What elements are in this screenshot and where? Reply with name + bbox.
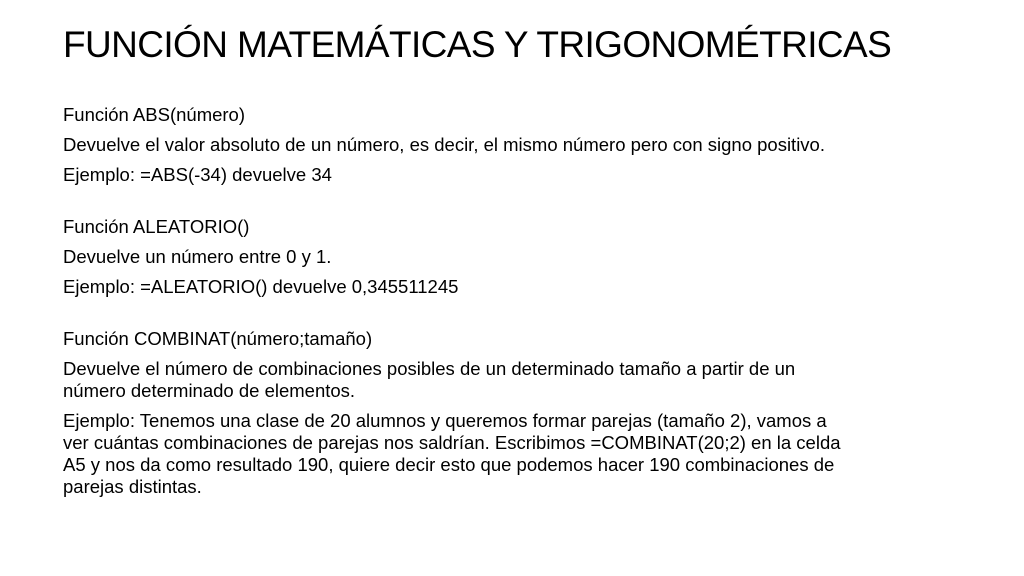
section-example: Ejemplo: =ABS(-34) devuelve 34 [63,164,332,185]
section-combinat [63,328,963,498]
section-heading: Función COMBINAT(número;tamaño) [63,328,373,349]
description-line: número determinado de elementos. [63,380,356,401]
section-description [63,358,963,402]
section-example: Ejemplo: =ALEATORIO() devuelve 0,345511245 [63,276,459,297]
example-line: parejas distintas. [63,476,202,497]
example-line: Ejemplo: Tenemos una clase de 20 alumnos y queremos formar parejas (tamaño 2), vamos a [63,410,827,431]
section-heading: Función ALEATORIO() [63,216,250,237]
example-line: ver cuántas combinaciones de parejas nos saldrían. Escribimos =COMBINAT(20;2) en la celda [63,432,841,453]
example-line: A5 y nos da como resultado 190, quiere decir esto que podemos hacer 190 combinaciones de [63,454,835,475]
section-heading: Función ABS(número) [63,104,246,125]
description-line: Devuelve el número de combinaciones posibles de un determinado tamaño a partir de un [63,358,796,379]
section-description: Devuelve el valor absoluto de un número, es decir, el mismo número pero con signo positivo. [63,134,825,155]
slide-body [63,104,963,498]
section-example [63,410,963,498]
section-description: Devuelve un número entre 0 y 1. [63,246,332,267]
section-aleatorio [63,216,963,298]
slide-title: FUNCIÓN MATEMÁTICAS Y TRIGONOMÉTRICAS [63,24,892,65]
section-abs [63,104,963,186]
